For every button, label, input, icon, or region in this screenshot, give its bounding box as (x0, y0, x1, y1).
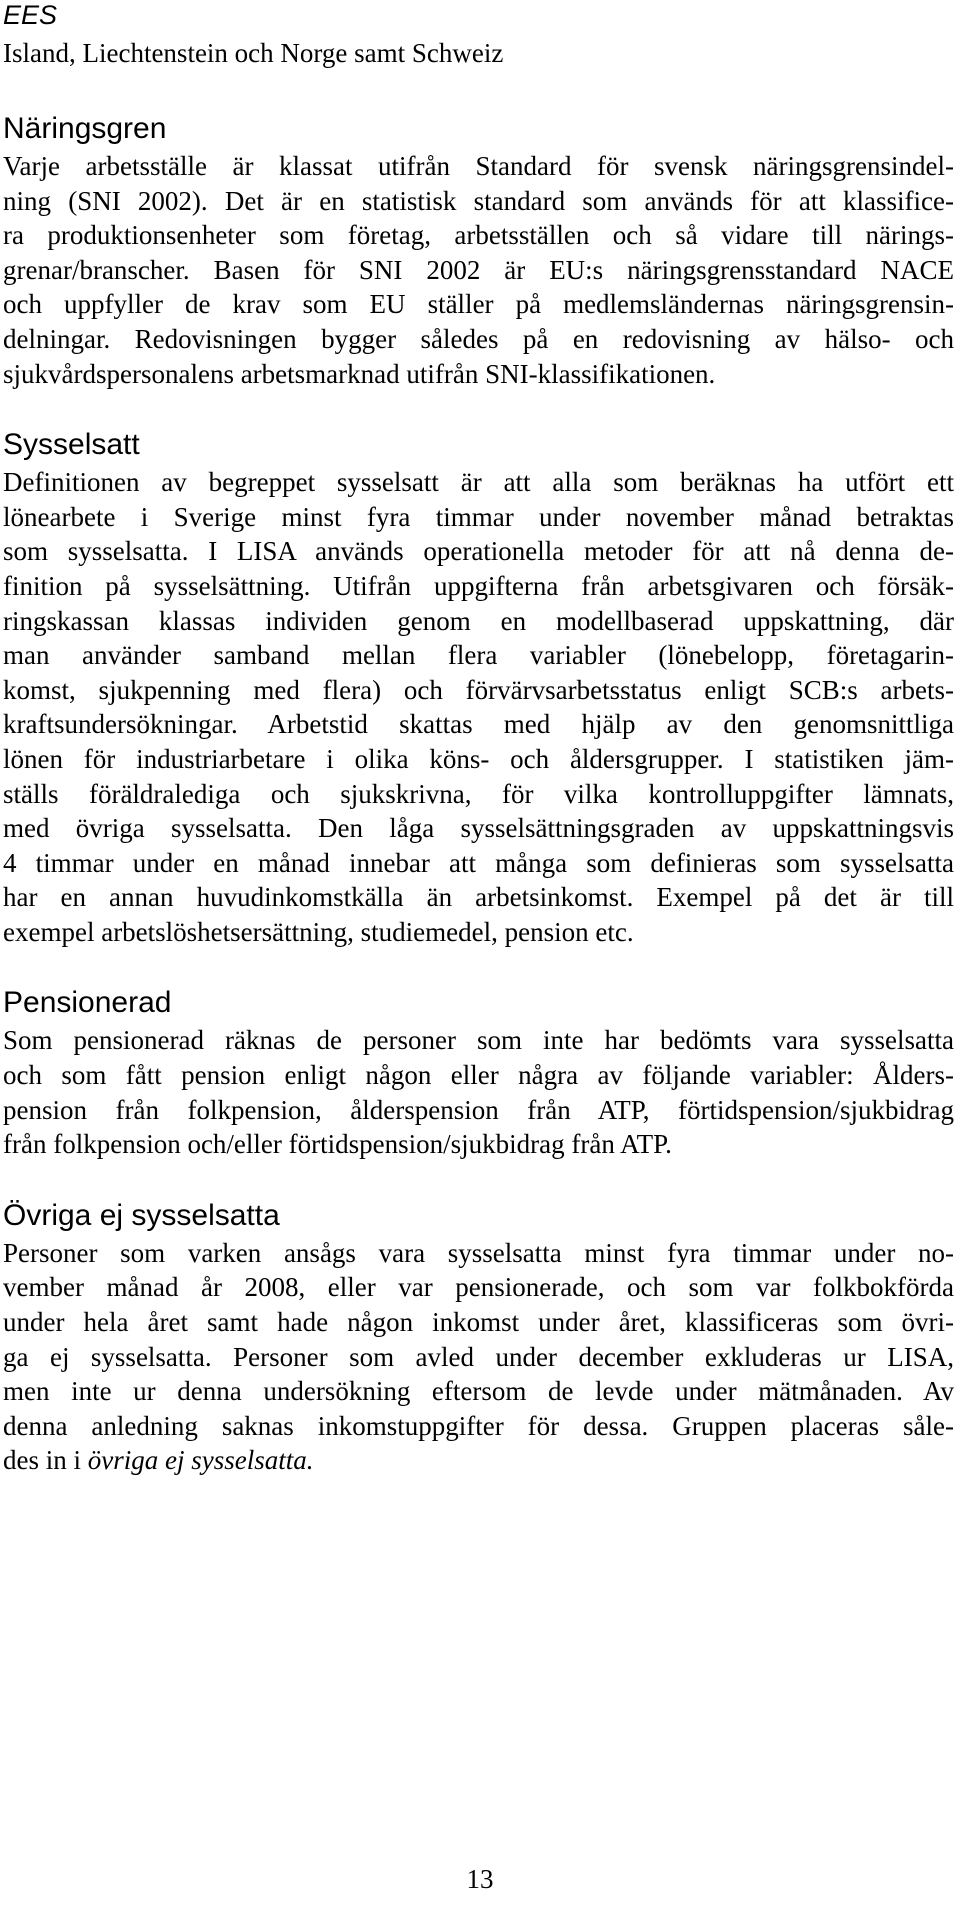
section-heading: Sysselsatt (3, 428, 140, 462)
text-line: delningar. Redovisningen bygger således på en redovisning av hälso- och (3, 323, 954, 354)
term-ees (3, 0, 954, 70)
text-line: ga ej sysselsatta. Personer som avled under december exkluderas ur LISA, (3, 1341, 954, 1372)
text-line: har en annan huvudinkomstkälla än arbetsinkomst. Exempel på det är till (3, 882, 954, 913)
text-line: Personer som varken ansågs vara sysselsatta minst fyra timmar under no- (3, 1237, 954, 1268)
text-line: och som fått pension enligt någon eller några av följande variabler: Ålders- (3, 1060, 954, 1091)
text-line: man använder samband mellan flera variabler (lönebelopp, företagarin- (3, 640, 954, 671)
text-line: ringskassan klassas individen genom en modellbaserad uppskattning, där (3, 605, 954, 636)
section-heading: Pensionerad (3, 986, 172, 1020)
page-content (3, 0, 954, 1478)
emphasized-term: övriga ej sysselsatta. (87, 1445, 314, 1476)
section-sysselsatt (3, 427, 954, 949)
section-body (3, 1236, 954, 1478)
text-line: som sysselsatta. I LISA används operationella metoder för att nå denna de- (3, 536, 954, 567)
text-line: lönearbete i Sverige minst fyra timmar under november månad betraktas (3, 501, 954, 532)
text-line: med övriga sysselsatta. Den låga sysselsättningsgraden av uppskattningsvis (3, 813, 954, 844)
text-line: 4 timmar under en månad innebar att många som definieras som sysselsatta (3, 847, 954, 878)
text-line: under hela året samt hade någon inkomst under året, klassificeras som övri- (3, 1307, 954, 1338)
text-line: denna anledning saknas inkomstuppgifter för dessa. Gruppen placeras såle- (3, 1410, 954, 1441)
text-line: pension från folkpension, ålderspension från ATP, förtidspension/sjukbidrag (3, 1094, 954, 1125)
text-line: ställs föräldralediga och sjukskrivna, för vilka kontrolluppgifter lämnats, (3, 778, 954, 809)
text-line: lönen för industriarbetare i olika köns- och åldersgrupper. I statistiken jäm- (3, 743, 954, 774)
section-body (3, 1023, 954, 1161)
text-line: sjukvårdspersonalens arbetsmarknad utifrån SNI-klassifikationen. (3, 358, 716, 389)
page-number: 13 (466, 1864, 494, 1894)
section-body (3, 465, 954, 949)
text-line: exempel arbetslöshetsersättning, studiemedel, pension etc. (3, 916, 634, 947)
text-line: kraftsundersökningar. Arbetstid skattas med hjälp av den genomsnittliga (3, 709, 954, 740)
text-line: ra produktionsenheter som företag, arbetsställen och så vidare till närings- (3, 220, 954, 251)
text-line: men inte ur denna undersökning eftersom de levde under mätmånaden. Av (3, 1376, 954, 1407)
section-body (3, 149, 954, 391)
section-heading: Näringsgren (3, 112, 167, 145)
text-line: Definitionen av begreppet sysselsatt är att alla som beräknas ha utfört ett (3, 467, 954, 498)
text-line-final (3, 1443, 954, 1478)
term-label: EES (3, 0, 58, 30)
section-pensionerad (3, 985, 954, 1161)
section-ovriga-ej-sysselsatta (3, 1198, 954, 1478)
text-line: från folkpension och/eller förtidspension/sjukbidrag från ATP. (3, 1129, 672, 1160)
text-line: vember månad år 2008, eller var pensionerade, och som var folkbokförda (3, 1272, 954, 1303)
text-line: finition på sysselsättning. Utifrån uppgifterna från arbetsgivaren och försäk- (3, 570, 954, 601)
text-line: komst, sjukpenning med flera) och förvärvsarbetsstatus enligt SCB:s arbets- (3, 674, 954, 705)
text-line: och uppfyller de krav som EU ställer på medlemsländernas näringsgrensin- (3, 289, 954, 320)
text-line: grenar/branscher. Basen för SNI 2002 är EU:s näringsgrensstandard NACE (3, 254, 954, 285)
text-line: ning (SNI 2002). Det är en statistisk standard som används för att klassifice- (3, 185, 954, 216)
text-line: Som pensionerad räknas de personer som inte har bedömts vara sysselsatta (3, 1025, 954, 1056)
text-line: Varje arbetsställe är klassat utifrån Standard för svensk näringsgrensindel- (3, 151, 954, 181)
text-fragment: des in i (3, 1445, 88, 1476)
term-definition: Island, Liechtenstein och Norge samt Schweiz (3, 38, 504, 68)
section-naringsgren (3, 111, 954, 391)
section-heading: Övriga ej sysselsatta (3, 1198, 280, 1232)
